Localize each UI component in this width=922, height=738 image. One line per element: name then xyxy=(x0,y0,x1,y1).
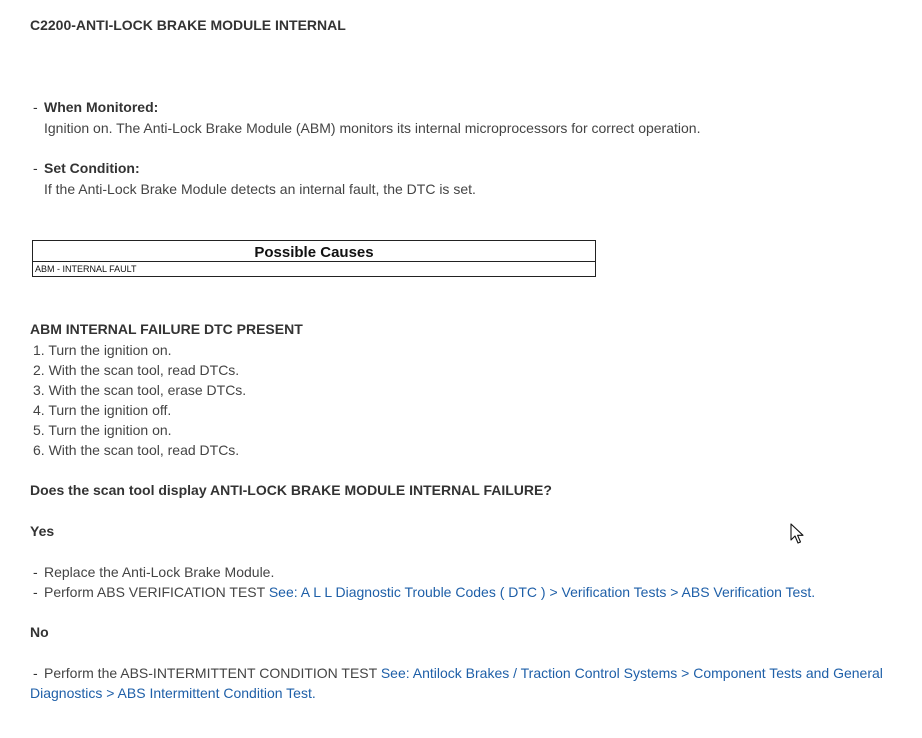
bullet-dash: - xyxy=(33,665,38,681)
diagnostic-question: Does the scan tool display ANTI-LOCK BRAKE MODULE INTERNAL FAILURE? xyxy=(30,482,552,498)
abs-verification-test-link[interactable]: See: A L L Diagnostic Trouble Codes ( DTC ) > Verification Tests > ABS Verification Test. xyxy=(268,584,816,600)
page-title: C2200-ANTI-LOCK BRAKE MODULE INTERNAL xyxy=(30,17,346,33)
step-item: 5. Turn the ignition on. xyxy=(33,422,172,438)
yes-action-replace: Replace the Anti-Lock Brake Module. xyxy=(44,564,275,580)
table-row xyxy=(33,262,596,277)
step-item: 3. With the scan tool, erase DTCs. xyxy=(33,382,247,398)
set-condition-label: Set Condition: xyxy=(44,160,140,176)
when-monitored-label: When Monitored: xyxy=(44,99,159,115)
bullet-dash: - xyxy=(33,584,38,600)
cause-cell: ABM - INTERNAL FAULT xyxy=(35,263,137,274)
step-item: 4. Turn the ignition off. xyxy=(33,402,172,418)
step-item: 2. With the scan tool, read DTCs. xyxy=(33,362,240,378)
bullet-dash: - xyxy=(33,160,38,176)
no-label: No xyxy=(30,624,49,640)
mouse-pointer-icon xyxy=(790,523,806,545)
yes-action-verify-text: Perform ABS VERIFICATION TEST xyxy=(44,584,269,600)
abs-intermittent-test-link[interactable]: See: Antilock Brakes / Traction Control Systems > Component Tests and General xyxy=(380,665,883,681)
possible-causes-table xyxy=(32,240,596,277)
bullet-dash: - xyxy=(33,99,38,115)
set-condition-text: If the Anti-Lock Brake Module detects an internal fault, the DTC is set. xyxy=(44,181,476,197)
no-action-continued xyxy=(30,685,316,701)
no-action xyxy=(44,665,883,681)
no-action-text: Perform the ABS-INTERMITTENT CONDITION TEST xyxy=(44,665,381,681)
possible-causes-header: Possible Causes xyxy=(33,241,596,262)
yes-label: Yes xyxy=(30,523,55,539)
abs-intermittent-test-link-continued[interactable]: Diagnostics > ABS Intermittent Condition Test. xyxy=(30,685,316,701)
when-monitored-text: Ignition on. The Anti-Lock Brake Module (ABM) monitors its internal microprocessors for correct operation. xyxy=(44,120,701,136)
test-heading: ABM INTERNAL FAILURE DTC PRESENT xyxy=(30,321,303,337)
step-item: 1. Turn the ignition on. xyxy=(33,342,172,358)
step-item: 6. With the scan tool, read DTCs. xyxy=(33,442,240,458)
table-header-row xyxy=(33,241,596,262)
bullet-dash: - xyxy=(33,564,38,580)
yes-action-verify xyxy=(44,584,815,600)
